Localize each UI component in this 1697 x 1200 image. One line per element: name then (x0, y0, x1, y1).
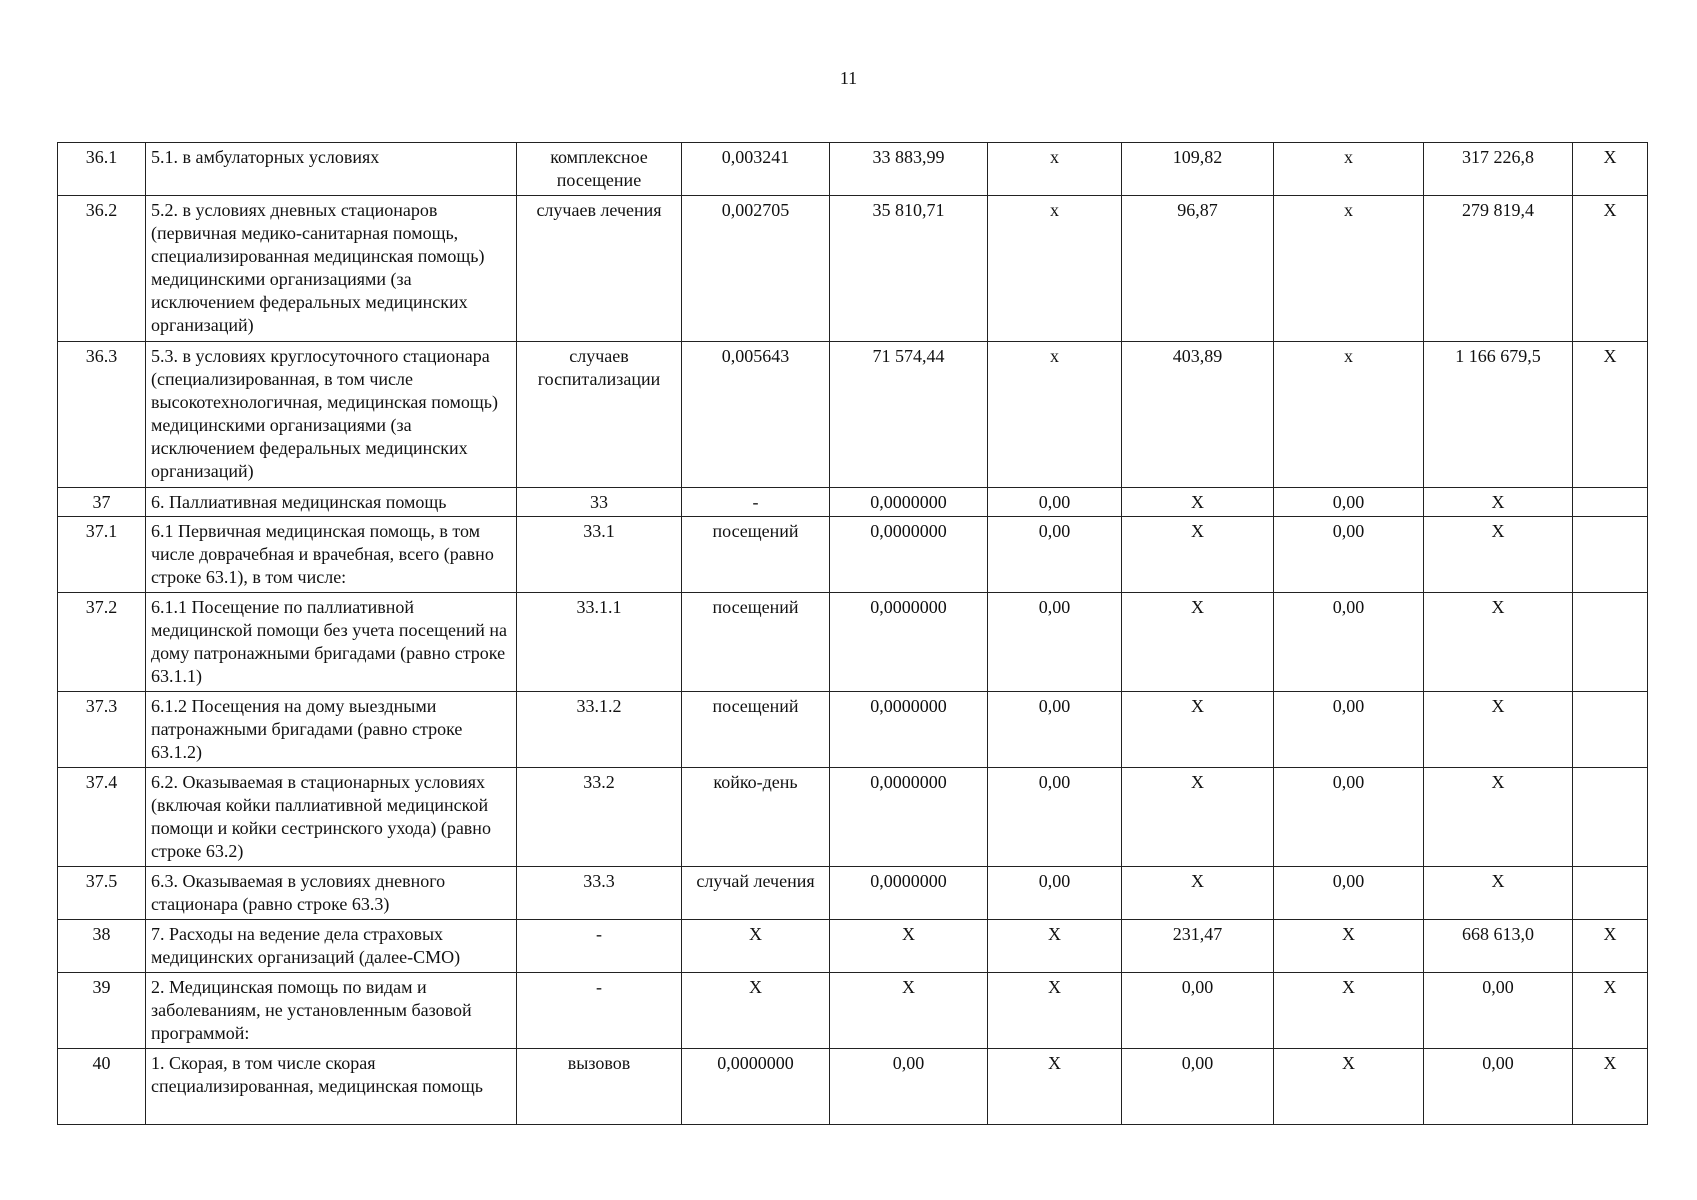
table-cell: X (682, 920, 830, 973)
table-cell: х (988, 342, 1122, 488)
table-cell: 0,0000000 (830, 867, 988, 920)
table-cell: койко-день (682, 768, 830, 867)
row-description: 6. Паллиативная медицинская помощь (146, 488, 517, 517)
table-cell: 0,00 (988, 593, 1122, 692)
table-cell: 109,82 (1122, 143, 1274, 196)
table-cell: 0,003241 (682, 143, 830, 196)
table-row (58, 196, 1648, 342)
table-cell: X (1573, 196, 1648, 342)
table-cell: X (830, 973, 988, 1049)
table-cell: 0,0000000 (830, 488, 988, 517)
table-cell: комплексное посещение (517, 143, 682, 196)
table-cell (1573, 488, 1648, 517)
table-row (58, 342, 1648, 488)
row-number: 37.3 (58, 692, 146, 768)
table-cell: 668 613,0 (1424, 920, 1573, 973)
table-cell: х (988, 143, 1122, 196)
table-cell: 35 810,71 (830, 196, 988, 342)
table-cell: 0,00 (1424, 973, 1573, 1049)
row-description: 6.1.2 Посещения на дому выездными патронажными бригадами (равно строке 63.1.2) (146, 692, 517, 768)
table-cell: 96,87 (1122, 196, 1274, 342)
table-cell: 0,00 (830, 1049, 988, 1125)
table-row (58, 143, 1648, 196)
table-cell: X (1424, 517, 1573, 593)
table-cell: 0,00 (988, 867, 1122, 920)
table-cell: посещений (682, 593, 830, 692)
table-cell: X (1274, 973, 1424, 1049)
table-cell: 33.1.1 (517, 593, 682, 692)
row-description: 6.3. Оказываемая в условиях дневного стационара (равно строке 63.3) (146, 867, 517, 920)
table-cell: X (1122, 488, 1274, 517)
table-cell: случаев лечения (517, 196, 682, 342)
table-cell: 0,00 (1122, 1049, 1274, 1125)
row-description: 5.1. в амбулаторных условиях (146, 143, 517, 196)
table-cell: х (1274, 143, 1424, 196)
table-cell: X (1573, 920, 1648, 973)
row-number: 37 (58, 488, 146, 517)
table-cell: - (517, 920, 682, 973)
table-cell: 0,00 (988, 692, 1122, 768)
row-number: 37.2 (58, 593, 146, 692)
table-cell: X (1424, 867, 1573, 920)
table-cell: 33.1.2 (517, 692, 682, 768)
table-cell: - (517, 973, 682, 1049)
table-cell: 231,47 (1122, 920, 1274, 973)
table-cell: 0,00 (988, 768, 1122, 867)
table-cell: X (1573, 143, 1648, 196)
table-cell: 0,005643 (682, 342, 830, 488)
table-cell (1573, 593, 1648, 692)
row-description: 6.1 Первичная медицинская помощь, в том числе доврачебная и врачебная, всего (равно строке 63.1), в том числе: (146, 517, 517, 593)
table-cell: вызовов (517, 1049, 682, 1125)
table-cell: 33.2 (517, 768, 682, 867)
row-number: 37.1 (58, 517, 146, 593)
table-cell: X (1122, 867, 1274, 920)
table-row (58, 920, 1648, 973)
table-cell: X (1424, 488, 1573, 517)
data-table (57, 142, 1648, 1125)
row-description: 7. Расходы на ведение дела страховых медицинских организаций (далее-СМО) (146, 920, 517, 973)
table-cell: 0,00 (1274, 488, 1424, 517)
table-cell: X (1274, 1049, 1424, 1125)
table-cell: X (1424, 593, 1573, 692)
table-cell: 0,00 (1122, 973, 1274, 1049)
table-cell: X (1424, 692, 1573, 768)
row-description: 5.2. в условиях дневных стационаров (первичная медико-санитарная помощь, специализированная медицинская помощь) медицинскими организациями (за исключением федеральных медицинских организаций) (146, 196, 517, 342)
table-cell: 0,00 (1274, 593, 1424, 692)
table-row (58, 517, 1648, 593)
table-cell (1573, 768, 1648, 867)
table-cell: 0,0000000 (830, 768, 988, 867)
table-cell: 1 166 679,5 (1424, 342, 1573, 488)
page-number: 11 (839, 68, 858, 88)
table-cell: 0,00 (1274, 768, 1424, 867)
table-cell: 0,0000000 (830, 692, 988, 768)
table-row (58, 1049, 1648, 1125)
table-cell: 403,89 (1122, 342, 1274, 488)
row-number: 36.3 (58, 342, 146, 488)
table-cell: X (1122, 692, 1274, 768)
row-number: 40 (58, 1049, 146, 1125)
table-cell: 33 883,99 (830, 143, 988, 196)
table-cell: случай лечения (682, 867, 830, 920)
row-description: 5.3. в условиях круглосуточного стационара (специализированная, в том числе высокотехнологичная, медицинская помощь) медицинскими организациями (за исключением федеральных медицинских организаций) (146, 342, 517, 488)
table-cell: 279 819,4 (1424, 196, 1573, 342)
table-cell: х (988, 196, 1122, 342)
table-cell: X (1122, 517, 1274, 593)
table-cell: 0,0000000 (682, 1049, 830, 1125)
table-row (58, 768, 1648, 867)
row-description: 6.2. Оказываемая в стационарных условиях (включая койки паллиативной медицинской помощи и койки сестринского ухода) (равно строке 63.2) (146, 768, 517, 867)
table-cell: X (1573, 342, 1648, 488)
table-cell: X (1573, 973, 1648, 1049)
table-cell (1573, 867, 1648, 920)
table-cell: 0,00 (1274, 867, 1424, 920)
row-number: 38 (58, 920, 146, 973)
row-description: 2. Медицинская помощь по видам и заболеваниям, не установленным базовой программой: (146, 973, 517, 1049)
table-cell: 0,00 (1424, 1049, 1573, 1125)
row-number: 36.2 (58, 196, 146, 342)
row-number: 37.4 (58, 768, 146, 867)
table-cell: 317 226,8 (1424, 143, 1573, 196)
table-cell: посещений (682, 517, 830, 593)
table-cell: X (682, 973, 830, 1049)
table-row (58, 488, 1648, 517)
table-cell: 33.3 (517, 867, 682, 920)
table-cell: 71 574,44 (830, 342, 988, 488)
table-cell: 0,00 (988, 488, 1122, 517)
table-cell: 0,00 (1274, 517, 1424, 593)
table-cell (1573, 692, 1648, 768)
table-cell: 33 (517, 488, 682, 517)
table-cell: X (1122, 768, 1274, 867)
table-cell: 0,002705 (682, 196, 830, 342)
row-number: 36.1 (58, 143, 146, 196)
table-cell: X (1424, 768, 1573, 867)
table-row (58, 973, 1648, 1049)
table-row (58, 692, 1648, 768)
table-cell: х (1274, 342, 1424, 488)
table-row (58, 593, 1648, 692)
table-cell: X (1573, 1049, 1648, 1125)
table-cell: 0,0000000 (830, 593, 988, 692)
row-description: 6.1.1 Посещение по паллиативной медицинской помощи без учета посещений на дому патронажными бригадами (равно строке 63.1.1) (146, 593, 517, 692)
row-number: 37.5 (58, 867, 146, 920)
table-row (58, 867, 1648, 920)
table-cell: х (1274, 196, 1424, 342)
table-cell: 0,0000000 (830, 517, 988, 593)
table-cell: X (988, 920, 1122, 973)
row-number: 39 (58, 973, 146, 1049)
table-cell: X (988, 973, 1122, 1049)
table-cell: посещений (682, 692, 830, 768)
table-cell: 0,00 (1274, 692, 1424, 768)
table-cell: X (988, 1049, 1122, 1125)
table-cell: 0,00 (988, 517, 1122, 593)
table-cell (1573, 517, 1648, 593)
table-cell: - (682, 488, 830, 517)
table-cell: X (830, 920, 988, 973)
table-cell: X (1122, 593, 1274, 692)
table-cell: X (1274, 920, 1424, 973)
table-cell: 33.1 (517, 517, 682, 593)
row-description: 1. Скорая, в том числе скорая специализированная, медицинская помощь (146, 1049, 517, 1125)
table-cell: случаев госпитализации (517, 342, 682, 488)
